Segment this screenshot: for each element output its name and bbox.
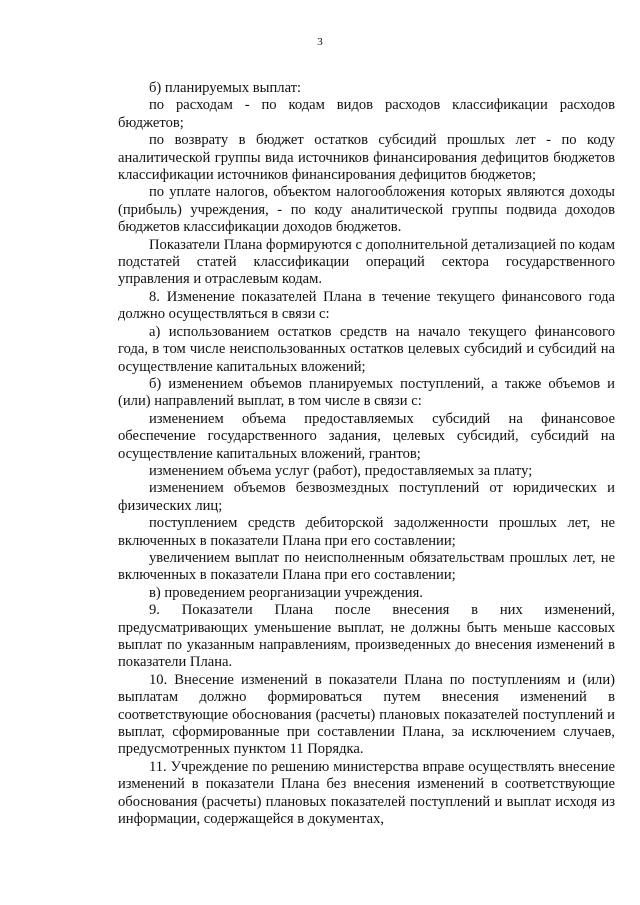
paragraph: 11. Учреждение по решению министерства вправе осуществлять внесение изменений в показатели Плана без внесения изменений в соответствующие обоснования (расчеты) плановых показателей поступлений и выплат исходя из информации, содержащейся в документах, [118,758,615,828]
paragraph: по уплате налогов, объектом налогообложения которых являются доходы (прибыль) учреждения, - по коду аналитической группы подвида доходов бюджетов классификации доходов бюджетов. [118,184,615,236]
paragraph: б) планируемых выплат: [149,80,302,96]
page-number: 3 [317,36,323,48]
paragraph: 9. Показатели Плана после внесения в них изменений, предусматривающих уменьшение выплат, не должны быть меньше кассовых выплат по указанным направлениям, произведенных до внесения изменений в показатели Плана. [118,602,615,671]
paragraph: изменением объема услуг (работ), предоставляемых за плату; [149,462,533,479]
paragraph: б) изменением объемов планируемых поступлений, а также объемов и (или) направлений выплат, в том числе в связи с: [118,375,615,410]
paragraph: изменением объема предоставляемых субсидий на финансовое обеспечение государственного задания, целевых субсидий, субсидий на осуществление капитальных вложений, грантов; [118,410,615,462]
paragraph: изменением объемов безвозмездных поступлений от юридических и физических лиц; [118,480,615,514]
paragraph: а) использованием остатков средств на начало текущего финансового года, в том числе неиспользованных остатков целевых субсидий и субсидий на осуществление капитальных вложений; [118,323,615,375]
document-body [118,80,615,828]
paragraph: поступлением средств дебиторской задолженности прошлых лет, не включенных в показатели Плана при его составлении; [118,515,615,549]
paragraph: 10. Внесение изменений в показатели Плана по поступлениям и (или) выплатам должно формироваться путем внесения изменений в соответствующие обоснования (расчеты) плановых показателей поступлений и выплат, сформированные при составлении Плана, за исключением случаев, предусмотренных пунктом 11 Порядка. [118,671,615,758]
paragraph: увеличением выплат по неисполненным обязательствам прошлых лет, не включенных в показатели Плана при его составлении; [118,549,615,584]
paragraph: 8. Изменение показателей Плана в течение текущего финансового года должно осуществляться в связи с: [118,288,615,323]
paragraph: в) проведением реорганизации учреждения. [149,584,423,601]
paragraph: по расходам - по кодам видов расходов классификации расходов бюджетов; [118,97,615,131]
paragraph: по возврату в бюджет остатков субсидий прошлых лет - по коду аналитической группы вида источников финансирования дефицитов бюджетов классификации источников финансирования дефицитов бюджетов; [118,132,615,184]
paragraph: Показатели Плана формируются с дополнительной детализацией по кодам подстатей статей классификации операций сектора государственного управления и отраслевым кодам. [118,236,615,288]
